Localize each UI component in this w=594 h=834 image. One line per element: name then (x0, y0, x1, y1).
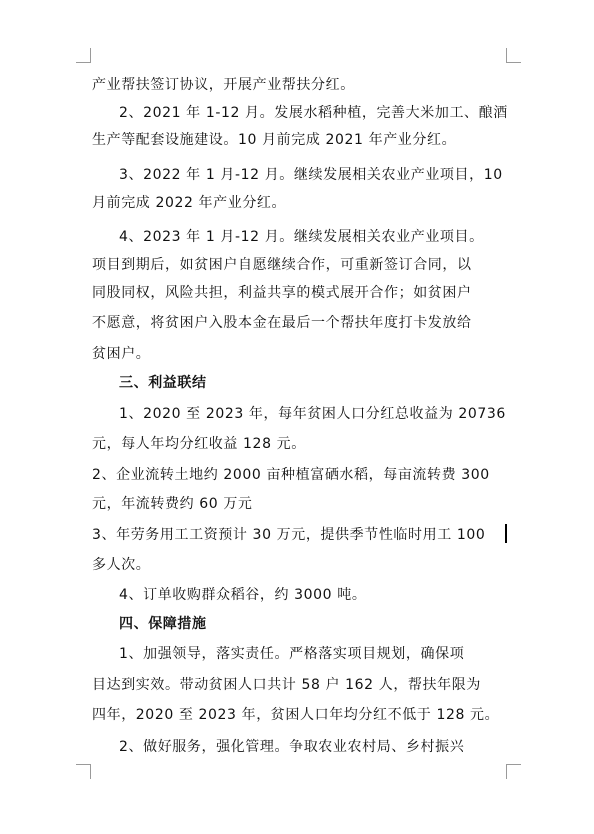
paragraph-line: 多人次。 (92, 557, 151, 573)
paragraph-line: 四年，2020 至 2023 年，贫困人口年均分红不低于 128 元。 (92, 707, 500, 723)
paragraph-line: 生产等配套设施建设。10 月前完成 2021 年产业分红。 (92, 132, 457, 148)
crop-mark-top-left (76, 48, 91, 63)
paragraph-line: 2、企业流转土地约 2000 亩种植富硒水稻，每亩流转费 300 (92, 467, 490, 483)
paragraph-line: 产业帮扶签订协议，开展产业帮扶分红。 (92, 77, 355, 93)
paragraph-line: 月前完成 2022 年产业分红。 (92, 195, 287, 211)
paragraph-line: 2、2021 年 1-12 月。发展水稻种植，完善大米加工、酿酒 (119, 105, 508, 121)
crop-mark-top-right (506, 48, 521, 63)
section-heading: 四、保障措施 (119, 616, 207, 632)
paragraph-line: 贫困户。 (92, 346, 151, 362)
paragraph-line: 同股同权，风险共担，利益共享的模式展开合作；如贫困户 (92, 285, 472, 301)
paragraph-line: 1、加强领导，落实责任。严格落实项目规划，确保项 (119, 646, 465, 662)
paragraph-line: 元，年流转费约 60 万元 (92, 496, 253, 512)
text-cursor (505, 524, 507, 543)
paragraph-line: 4、2023 年 1 月-12 月。继续发展相关农业产业项目。 (119, 229, 484, 245)
paragraph-line: 不愿意，将贫困户入股本金在最后一个帮扶年度打卡发放给 (92, 315, 472, 331)
paragraph-line: 3、年劳务用工工资预计 30 万元，提供季节性临时用工 100 (92, 527, 486, 543)
paragraph-line: 元，每人年均分红收益 128 元。 (92, 436, 306, 452)
paragraph-line: 项目到期后，如贫困户自愿继续合作，可重新签订合同，以 (92, 257, 472, 273)
crop-mark-bottom-right (506, 764, 521, 779)
paragraph-line: 目达到实效。带动贫困人口共计 58 户 162 人，帮扶年限为 (92, 677, 481, 693)
paragraph-line: 2、做好服务，强化管理。争取农业农村局、乡村振兴 (119, 739, 465, 755)
paragraph-line: 1、2020 至 2023 年，每年贫困人口分红总收益为 20736 (119, 406, 506, 422)
section-heading: 三、利益联结 (119, 375, 207, 391)
paragraph-line: 3、2022 年 1 月-12 月。继续发展相关农业产业项目，10 (119, 167, 503, 183)
paragraph-line: 4、订单收购群众稻谷，约 3000 吨。 (119, 587, 367, 603)
crop-mark-bottom-left (76, 764, 91, 779)
